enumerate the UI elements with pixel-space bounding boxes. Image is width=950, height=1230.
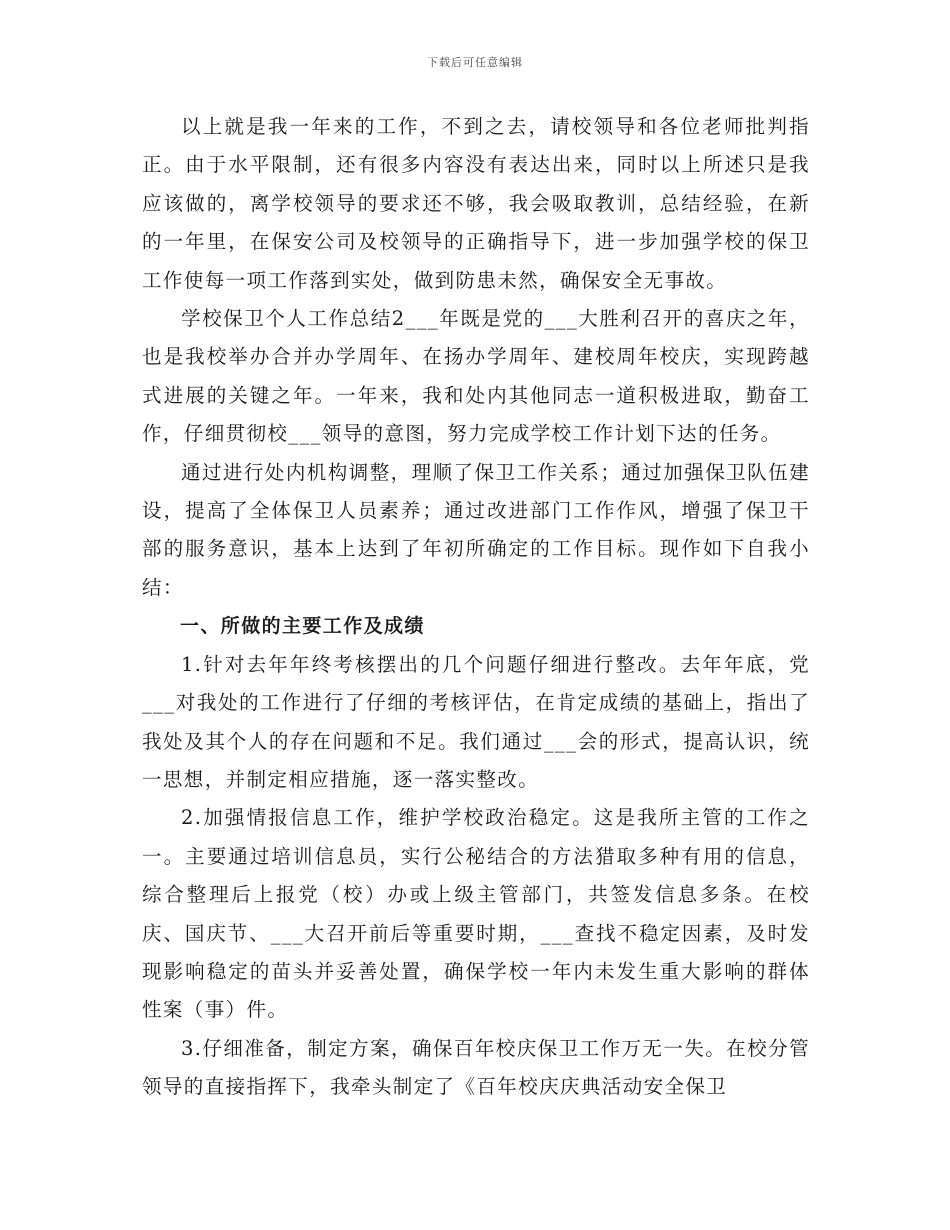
paragraph-item-2: 2.加强情报信息工作，维护学校政治稳定。这是我所主管的工作之一。主要通过培训信息员，实行公秘结合的方法猎取多种有用的信息，综合整理后上报党（校）办或上级主管部门，共签发信息多条。在校庆、国庆节、___大召开前后等重要时期，___查找不稳定因素，及时发现影响稳定的苗头并妥善处置，确保学校一年内未发生重大影响的群体性案（事）件。 (142, 806, 810, 1022)
paragraph-summary-intro: 学校保卫个人工作总结2___年既是党的___大胜利召开的喜庆之年，也是我校举办合并办学周年、在扬办学周年、建校周年校庆，实现跨越式进展的关键之年。一年来，我和处内其他同志一道积极进取，勤奋工作，仔细贯彻校___领导的意图，努力完成学校工作计划下达的任务。 (142, 307, 810, 446)
section-heading: 一、所做的主要工作及成绩 (180, 615, 425, 638)
paragraph-item-1: 1.针对去年年终考核摆出的几个问题仔细进行整改。去年年底，党___对我处的工作进行了仔细的考核评估，在肯定成绩的基础上，指出了我处及其个人的存在问题和不足。我们通过___会的形式，提高认识，统一思想，并制定相应措施，逐一落实整改。 (142, 652, 810, 791)
paragraph-conclusion: 以上就是我一年来的工作，不到之去，请校领导和各位老师批判指正。由于水平限制，还有很多内容没有表达出来，同时以上所述只是我应该做的，离学校领导的要求还不够，我会吸取教训，总结经验，在新的一年里，在保安公司及校领导的正确指导下，进一步加强学校的保卫工作使每一项工作落到实处，做到防患未然，确保安全无事故。 (142, 115, 810, 292)
document-body (142, 108, 810, 1107)
header-note: 下载后可任意编辑 (427, 56, 523, 69)
paragraph-item-3: 3.仔细准备，制定方案，确保百年校庆保卫工作万无一失。在校分管领导的直接指挥下，我牵头制定了《百年校庆庆典活动安全保卫 (142, 1036, 810, 1099)
paragraph-work-overview: 通过进行处内机构调整，理顺了保卫工作关系；通过加强保卫队伍建设，提高了全体保卫人员素养；通过改进部门工作作风，增强了保卫干部的服务意识，基本上达到了年初所确定的工作目标。现作如下自我小结： (142, 460, 810, 599)
